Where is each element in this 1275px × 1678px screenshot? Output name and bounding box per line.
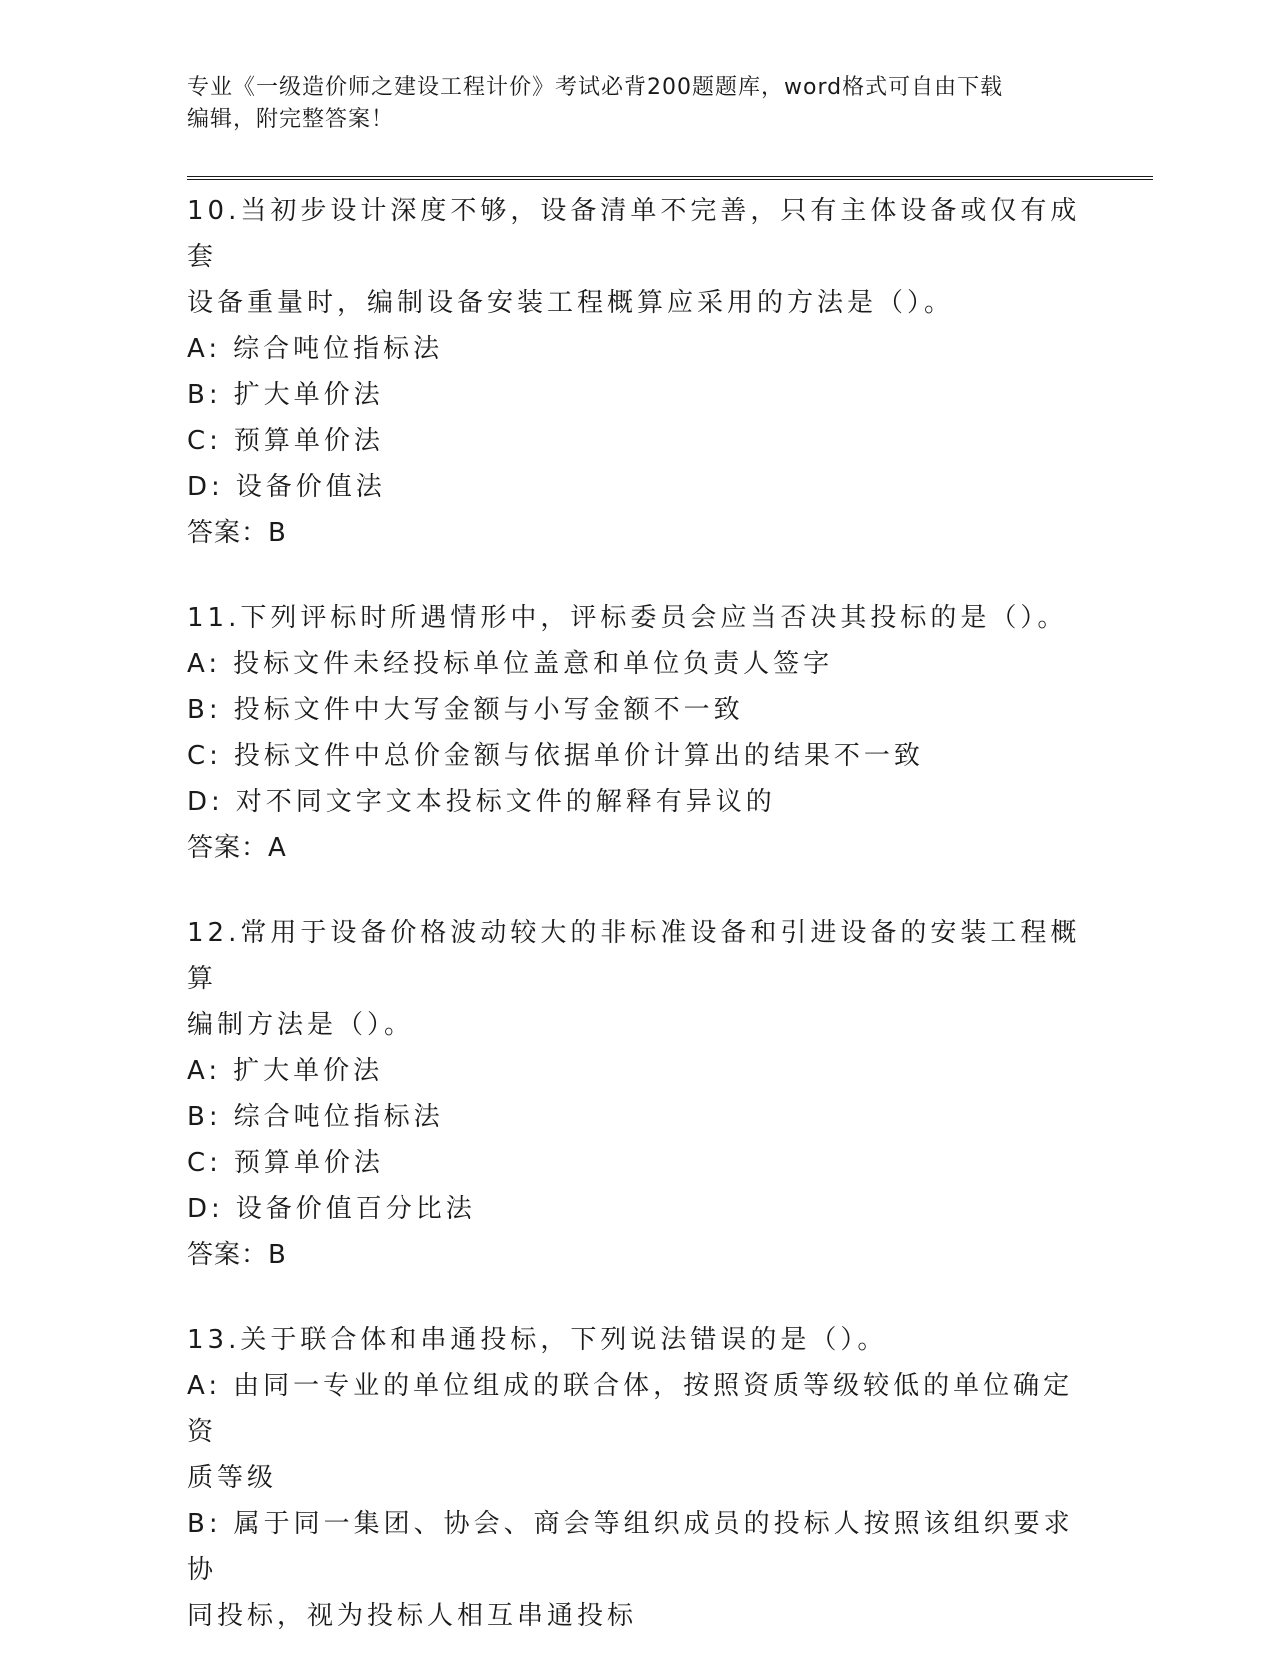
question-stem: 编制方法是（）。 (187, 1010, 415, 1040)
option-b-continued: 同投标，视为投标人相互串通投标 (187, 1601, 638, 1631)
answer: 答案：B (187, 1240, 287, 1270)
question-13 (187, 1317, 1087, 1639)
option-d: D: 对不同文字文本投标文件的解释有异议的 (187, 787, 776, 817)
document-header (187, 72, 1067, 136)
answer: 答案：A (187, 833, 287, 863)
question-stem: 11.下列评标时所遇情形中，评标委员会应当否决其投标的是（）。 (187, 603, 1068, 633)
option-c: C: 预算单价法 (187, 426, 384, 456)
option-a: A: 综合吨位指标法 (187, 334, 444, 364)
question-stem: 10.当初步设计深度不够，设备清单不完善，只有主体设备或仅有成套 (187, 196, 1081, 272)
question-10 (187, 188, 1087, 556)
option-a: A: 由同一专业的单位组成的联合体，按照资质等级较低的单位确定资 (187, 1371, 1074, 1447)
option-b: B: 综合吨位指标法 (187, 1102, 444, 1132)
option-d: D: 设备价值法 (187, 472, 386, 502)
option-a-continued: 质等级 (187, 1463, 278, 1493)
header-line-2: 编辑，附完整答案！ (187, 107, 395, 132)
answer: 答案：B (187, 518, 287, 548)
question-11 (187, 595, 1087, 871)
option-b: B: 扩大单价法 (187, 380, 384, 410)
header-line-1: 专业《一级造价师之建设工程计价》考试必背200题题库，word格式可自由下载 (187, 75, 1004, 100)
question-stem: 12.常用于设备价格波动较大的非标准设备和引进设备的安装工程概算 (187, 918, 1081, 994)
question-stem: 13.关于联合体和串通投标，下列说法错误的是（）。 (187, 1325, 888, 1355)
question-12 (187, 910, 1087, 1278)
option-a: A: 投标文件未经投标单位盖意和单位负责人签字 (187, 649, 834, 679)
header-divider (187, 176, 1153, 180)
question-list (187, 188, 1087, 1678)
option-c: C: 预算单价法 (187, 1148, 384, 1178)
option-b: B: 属于同一集团、协会、商会等组织成员的投标人按照该组织要求协 (187, 1509, 1074, 1585)
option-b: B: 投标文件中大写金额与小写金额不一致 (187, 695, 744, 725)
option-c: C: 投标文件中总价金额与依据单价计算出的结果不一致 (187, 741, 924, 771)
option-a: A: 扩大单价法 (187, 1056, 384, 1086)
option-d: D: 设备价值百分比法 (187, 1194, 476, 1224)
question-stem: 设备重量时，编制设备安装工程概算应采用的方法是（）。 (187, 288, 955, 318)
